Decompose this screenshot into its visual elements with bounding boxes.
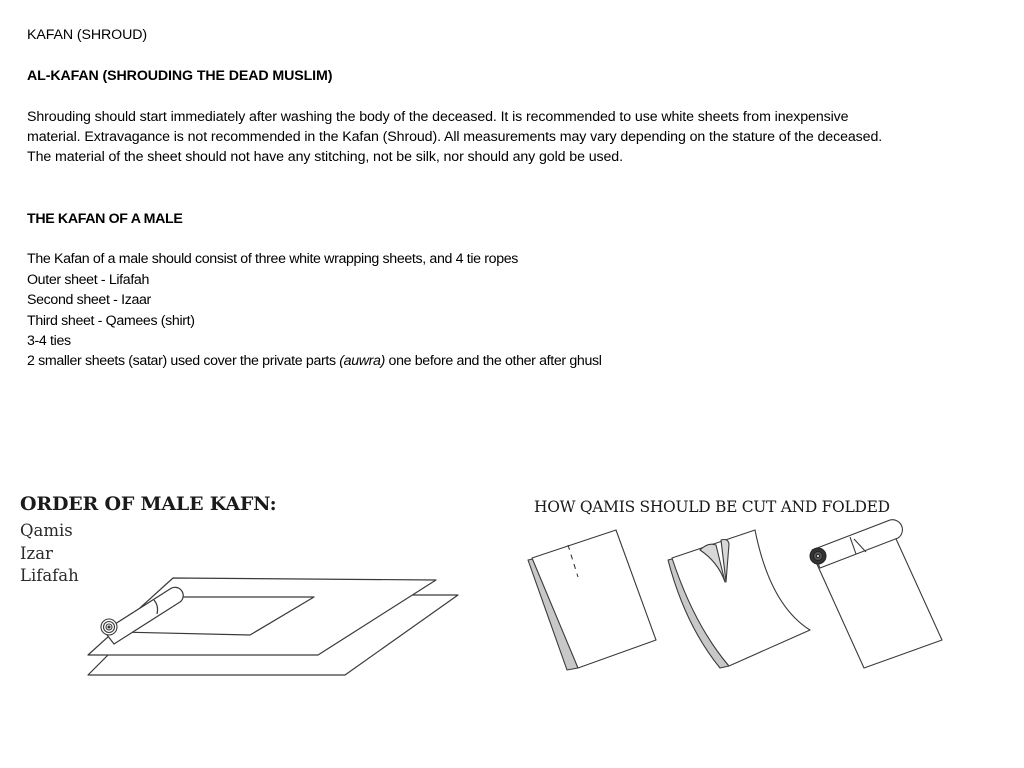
qamis-folding-figure (520, 490, 960, 690)
fold-step-3-shape (812, 520, 942, 668)
satar-text-before: 2 smaller sheets (satar) used cover the private parts (27, 353, 340, 370)
order-item-qamis: Qamis (20, 521, 73, 540)
paragraph-line: The material of the sheet should not have any stitching, not be silk, nor should any gold be used. (27, 149, 623, 166)
list-line-satar (27, 351, 1002, 371)
order-item-izar: Izar (20, 543, 53, 563)
list-line: Third sheet - Qamees (shirt) (27, 312, 195, 329)
order-item-lifafah: Lifafah (20, 566, 79, 585)
layered-sheets-illustration (18, 490, 478, 690)
auwra-italic: (auwra) (339, 353, 385, 370)
list-line: 3-4 ties (27, 333, 71, 350)
fold-step-1-shape (528, 530, 656, 670)
list-line: Outer sheet - Lifafah (27, 271, 149, 288)
paragraph-line: Shrouding should start immediately after washing the body of the deceased. It is recommended to use white sheets from inexpensive (27, 108, 849, 125)
document-text (27, 25, 1002, 372)
folding-figure-title: HOW QAMIS SHOULD BE CUT AND FOLDED (534, 498, 890, 516)
list-line: The Kafan of a male should consist of three white wrapping sheets, and 4 tie ropes (27, 251, 519, 268)
section-heading-al-kafan: AL-KAFAN (SHROUDING THE DEAD MUSLIM) (27, 67, 333, 84)
roll-end-icon (810, 548, 826, 564)
male-kafan-list (27, 249, 1002, 371)
satar-text-after: one before and the other after ghusl (384, 353, 602, 370)
paragraph-line: material. Extravagance is not recommended in the Kafan (Shroud). All measurements may vary depending on the stature of the deceased. (27, 129, 883, 145)
list-line: Second sheet - Izaar (27, 292, 151, 309)
roll-end-icon (101, 619, 117, 635)
folding-steps-illustration (520, 490, 960, 690)
fold-step-2-shape (668, 530, 810, 668)
order-of-male-kafn-figure (18, 490, 478, 690)
section-heading-male-kafan: THE KAFAN OF A MALE (27, 210, 183, 227)
order-figure-title: ORDER OF MALE KAFN: (20, 493, 277, 515)
document-title: KAFAN (SHROUD) (27, 27, 147, 43)
